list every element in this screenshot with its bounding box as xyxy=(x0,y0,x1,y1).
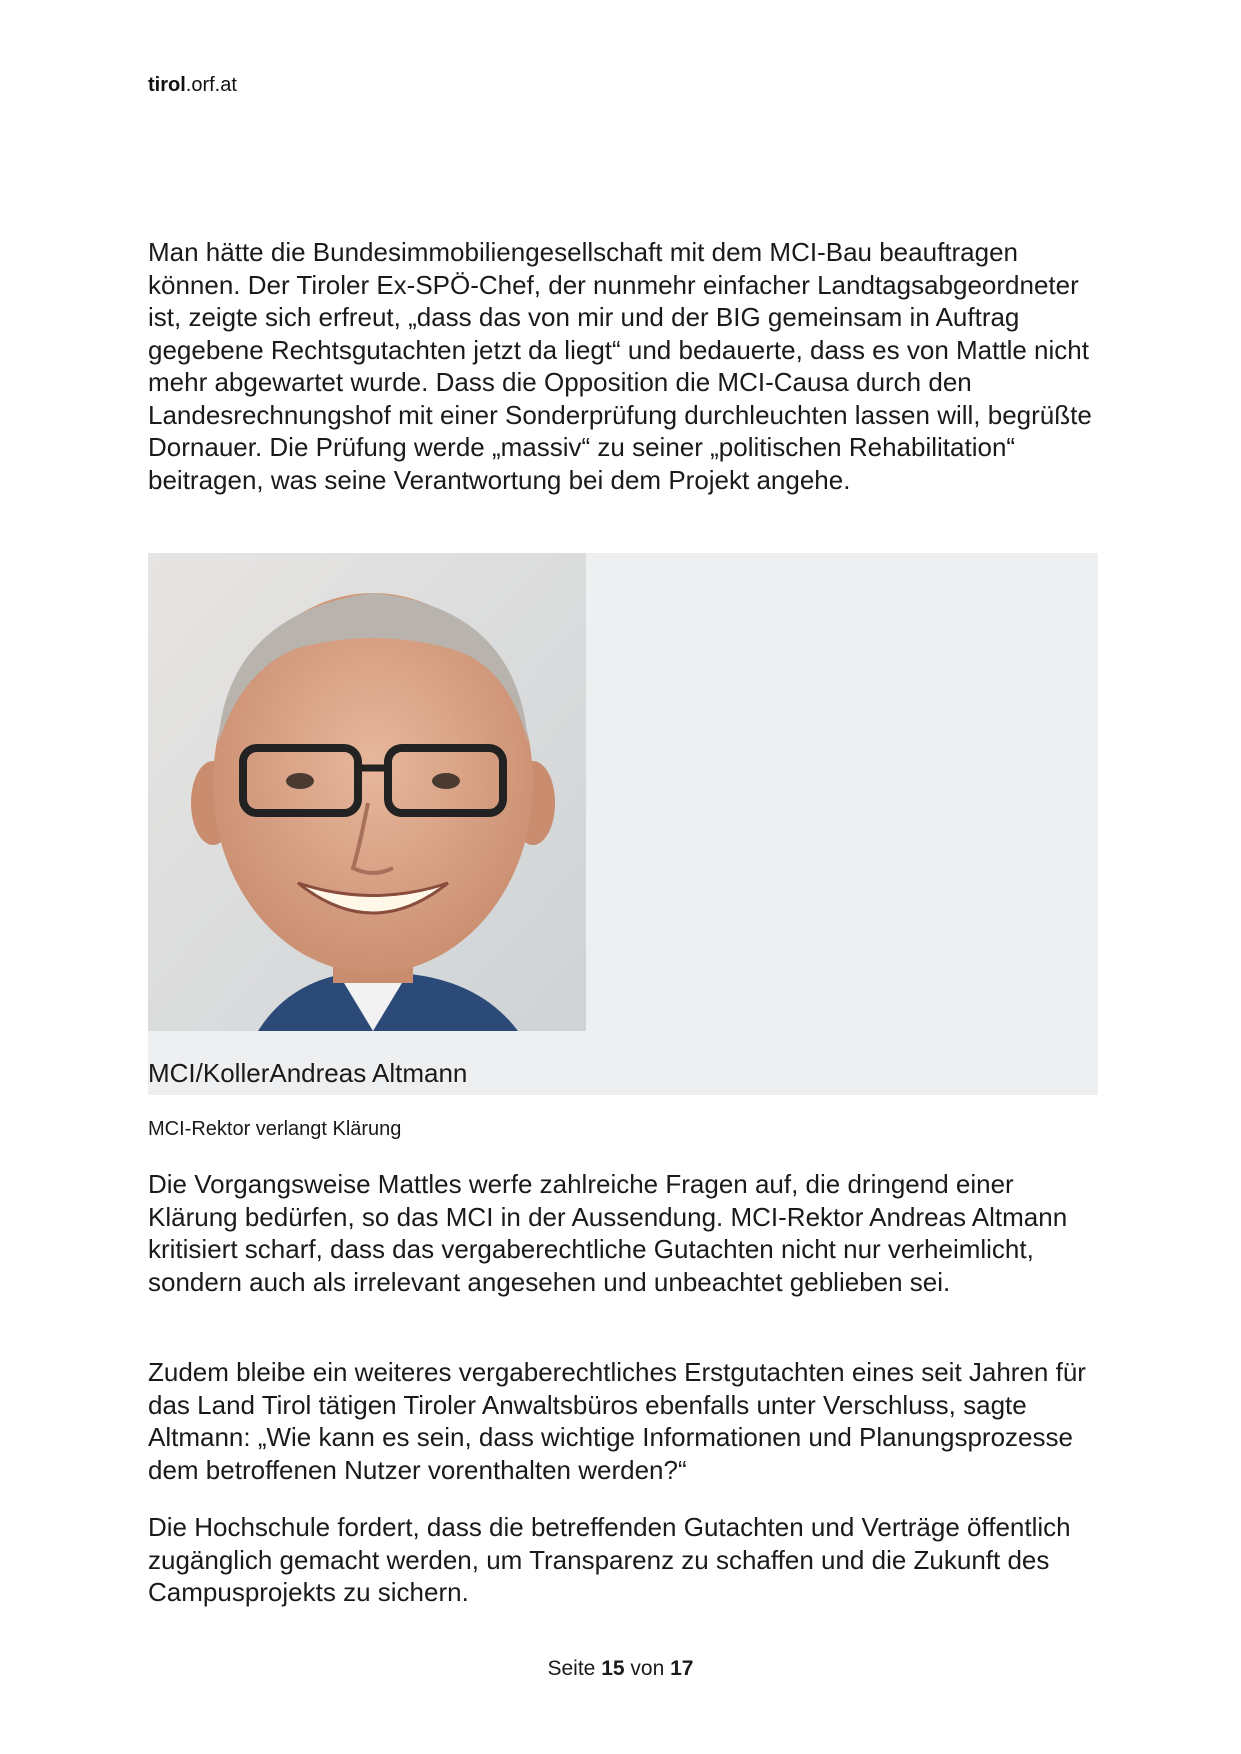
image-figure xyxy=(148,553,1098,1095)
total-pages-number: 17 xyxy=(670,1657,694,1680)
site-name-domain: .orf.at xyxy=(185,74,237,96)
paragraph-4: Die Hochschule fordert, dass die betreffenden Gutachten und Verträge öffentlich zugänglich gemacht werden, um Transparenz zu schaffen und die Zukunft des Campusprojekts zu sichern. xyxy=(148,1512,1071,1607)
page-footer xyxy=(0,1657,1241,1681)
paragraph-3: Zudem bleibe ein weiteres vergaberechtliches Erstgutachten eines seit Jahren für das Land Tirol tätigen Tiroler Anwaltsbüros ebenfalls unter Verschluss, sagte Altmann: „Wie kann es sein, dass wichtige Informationen und Planungsprozesse dem betroffenen Nutzer vorenthalten werden?“ xyxy=(148,1357,1086,1485)
paragraph-2: Die Vorgangsweise Mattles werfe zahlreiche Fragen auf, die dringend einer Klärung bedürfen, so das MCI in der Aussendung. MCI-Rektor Andreas Altmann kritisiert scharf, dass das vergaberechtliche Gutachten nicht nur verheimlicht, sondern auch als irrelevant angesehen und unbeachtet geblieben sei. xyxy=(148,1169,1068,1297)
site-name-bold: tirol xyxy=(148,74,186,96)
image-caption: MCI/KollerAndreas Altmann xyxy=(148,1058,468,1088)
site-header xyxy=(148,74,237,97)
footer-prefix: Seite xyxy=(547,1657,596,1680)
footer-middle: von xyxy=(630,1657,665,1680)
portrait-photo xyxy=(148,553,586,1031)
paragraph-1: Man hätte die Bundesimmobiliengesellschaft mit dem MCI-Bau beauftragen können. Der Tiroler Ex-SPÖ-Chef, der nunmehr einfacher Landtagsabgeordneter ist, zeigte sich erfreut, „dass das von mir und der BIG gemeinsam in Auftrag gegebene Rechtsgutachten jetzt da liegt“ und bedauerte, dass es von Mattle nicht mehr abgewartet wurde. Dass die Opposition die MCI-Causa durch den Landesrechnungshof mit einer Sonderprüfung durchleuchten lassen will, begrüßte Dornauer. Die Prüfung werde „massiv“ zu seiner „politischen Rehabilitation“ beitragen, was seine Verantwortung bei dem Projekt angehe. xyxy=(148,237,1092,495)
subheading: MCI-Rektor verlangt Klärung xyxy=(148,1118,402,1140)
current-page-number: 15 xyxy=(601,1657,625,1680)
